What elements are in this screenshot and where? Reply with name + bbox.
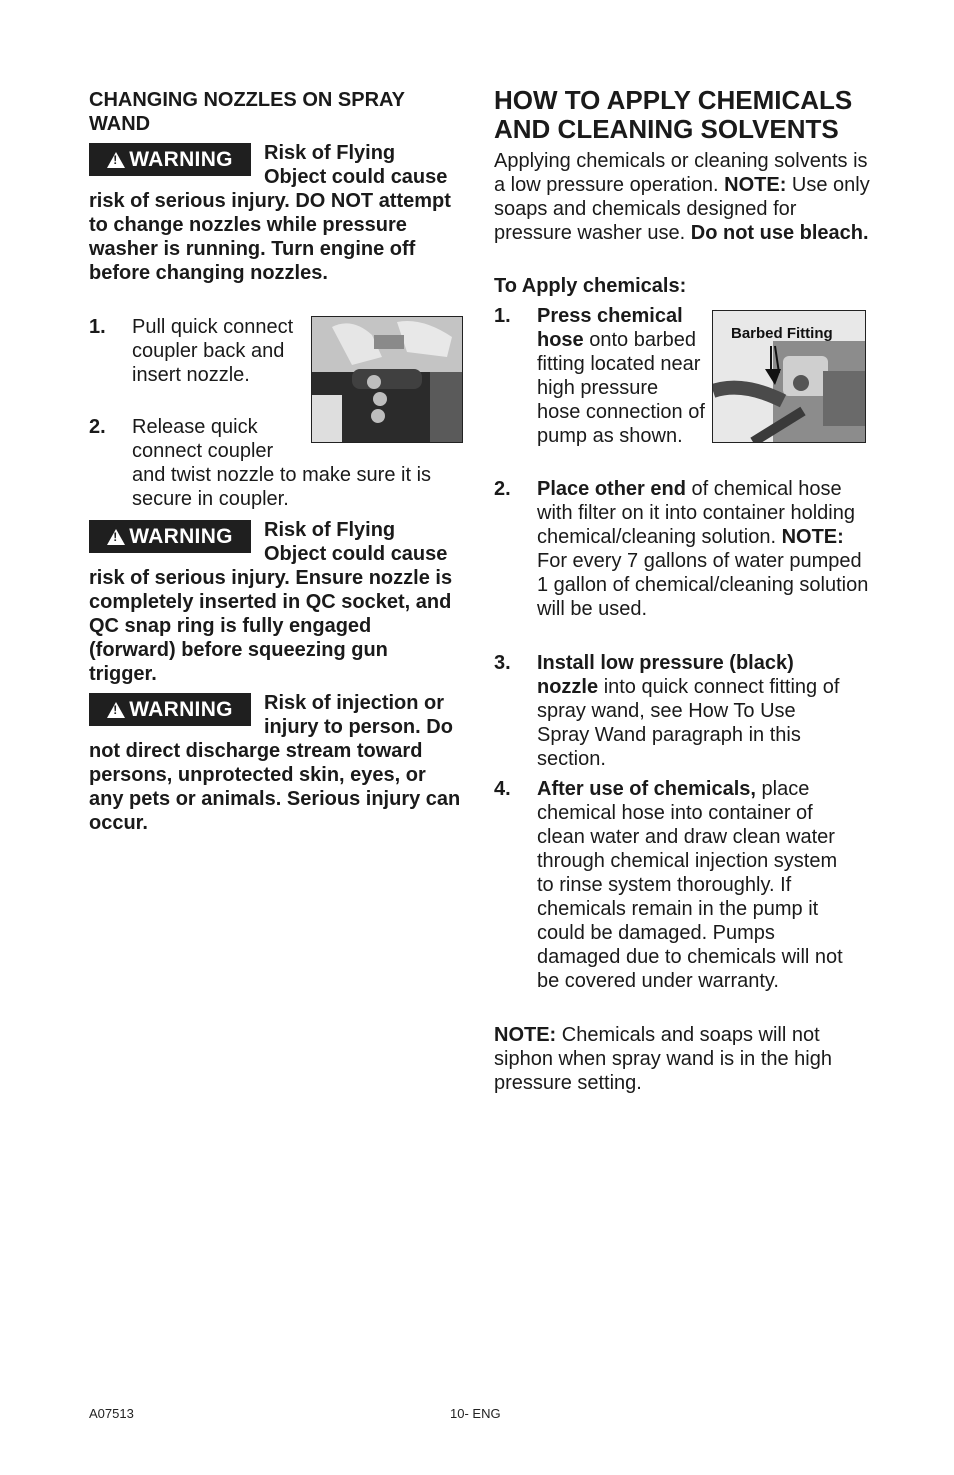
document-code: A07513: [89, 1406, 134, 1421]
step-text-part: Release quick connect coupler: [132, 416, 274, 462]
step-text-continued: and twist nozzle to make sure it is secure in coupler.: [132, 464, 432, 510]
section-title: CHANGING NOZZLES ON SPRAY WAND: [89, 89, 405, 135]
photo-caption: Barbed Fitting: [731, 325, 833, 342]
warning-text: cause risk of serious injury. DO NOT attempt to change nozzles while pressure washer is running. Turn engine off before changing nozzles.: [89, 166, 451, 284]
final-note: NOTE: Chemicals and soaps will not siphon when spray wand is in the high pressure setting.: [494, 1024, 832, 1094]
subheading: To Apply chemicals:: [494, 275, 687, 297]
warning-text: cause risk of serious injury. Ensure nozzle is completely inserted in QC socket, and QC snap ring is fully engaged (forward) before squeezing gun trigger.: [89, 543, 453, 685]
warning-badge: ! WARNING: [89, 693, 251, 726]
intro-paragraph: Applying chemicals or cleaning solvents is a low pressure operation. NOTE: Use only soaps and chemicals designed for pressure washer use. Do not use bleach.: [494, 150, 870, 244]
nozzle-photo: [311, 316, 463, 443]
warning-badge: ! WARNING: [89, 520, 251, 553]
warning-triangle-icon: [107, 152, 125, 168]
nozzle-illustration: [312, 317, 462, 442]
warning-text: Do not direct discharge stream toward persons, unprotected skin, eyes, or any pets or animals. Serious injury can occur.: [89, 716, 461, 834]
warning-triangle-icon: [107, 529, 125, 545]
warning-lead: Risk of Flying Object could: [264, 142, 396, 188]
warning-lead: Risk of injection or injury to person.: [264, 692, 445, 738]
warning-lead: Risk of Flying Object could: [264, 519, 396, 565]
warning-block-1: [89, 141, 461, 285]
page-number: 10- ENG: [450, 1406, 501, 1421]
page-title: HOW TO APPLY CHEMICALS AND CLEANING SOLVENTS: [494, 85, 853, 144]
warning-badge: ! WARNING: [89, 143, 251, 176]
warning-block-2: [89, 518, 461, 686]
warning-block-3: [89, 691, 461, 835]
barbed-fitting-photo: [712, 310, 866, 443]
warning-triangle-icon: [107, 702, 125, 718]
